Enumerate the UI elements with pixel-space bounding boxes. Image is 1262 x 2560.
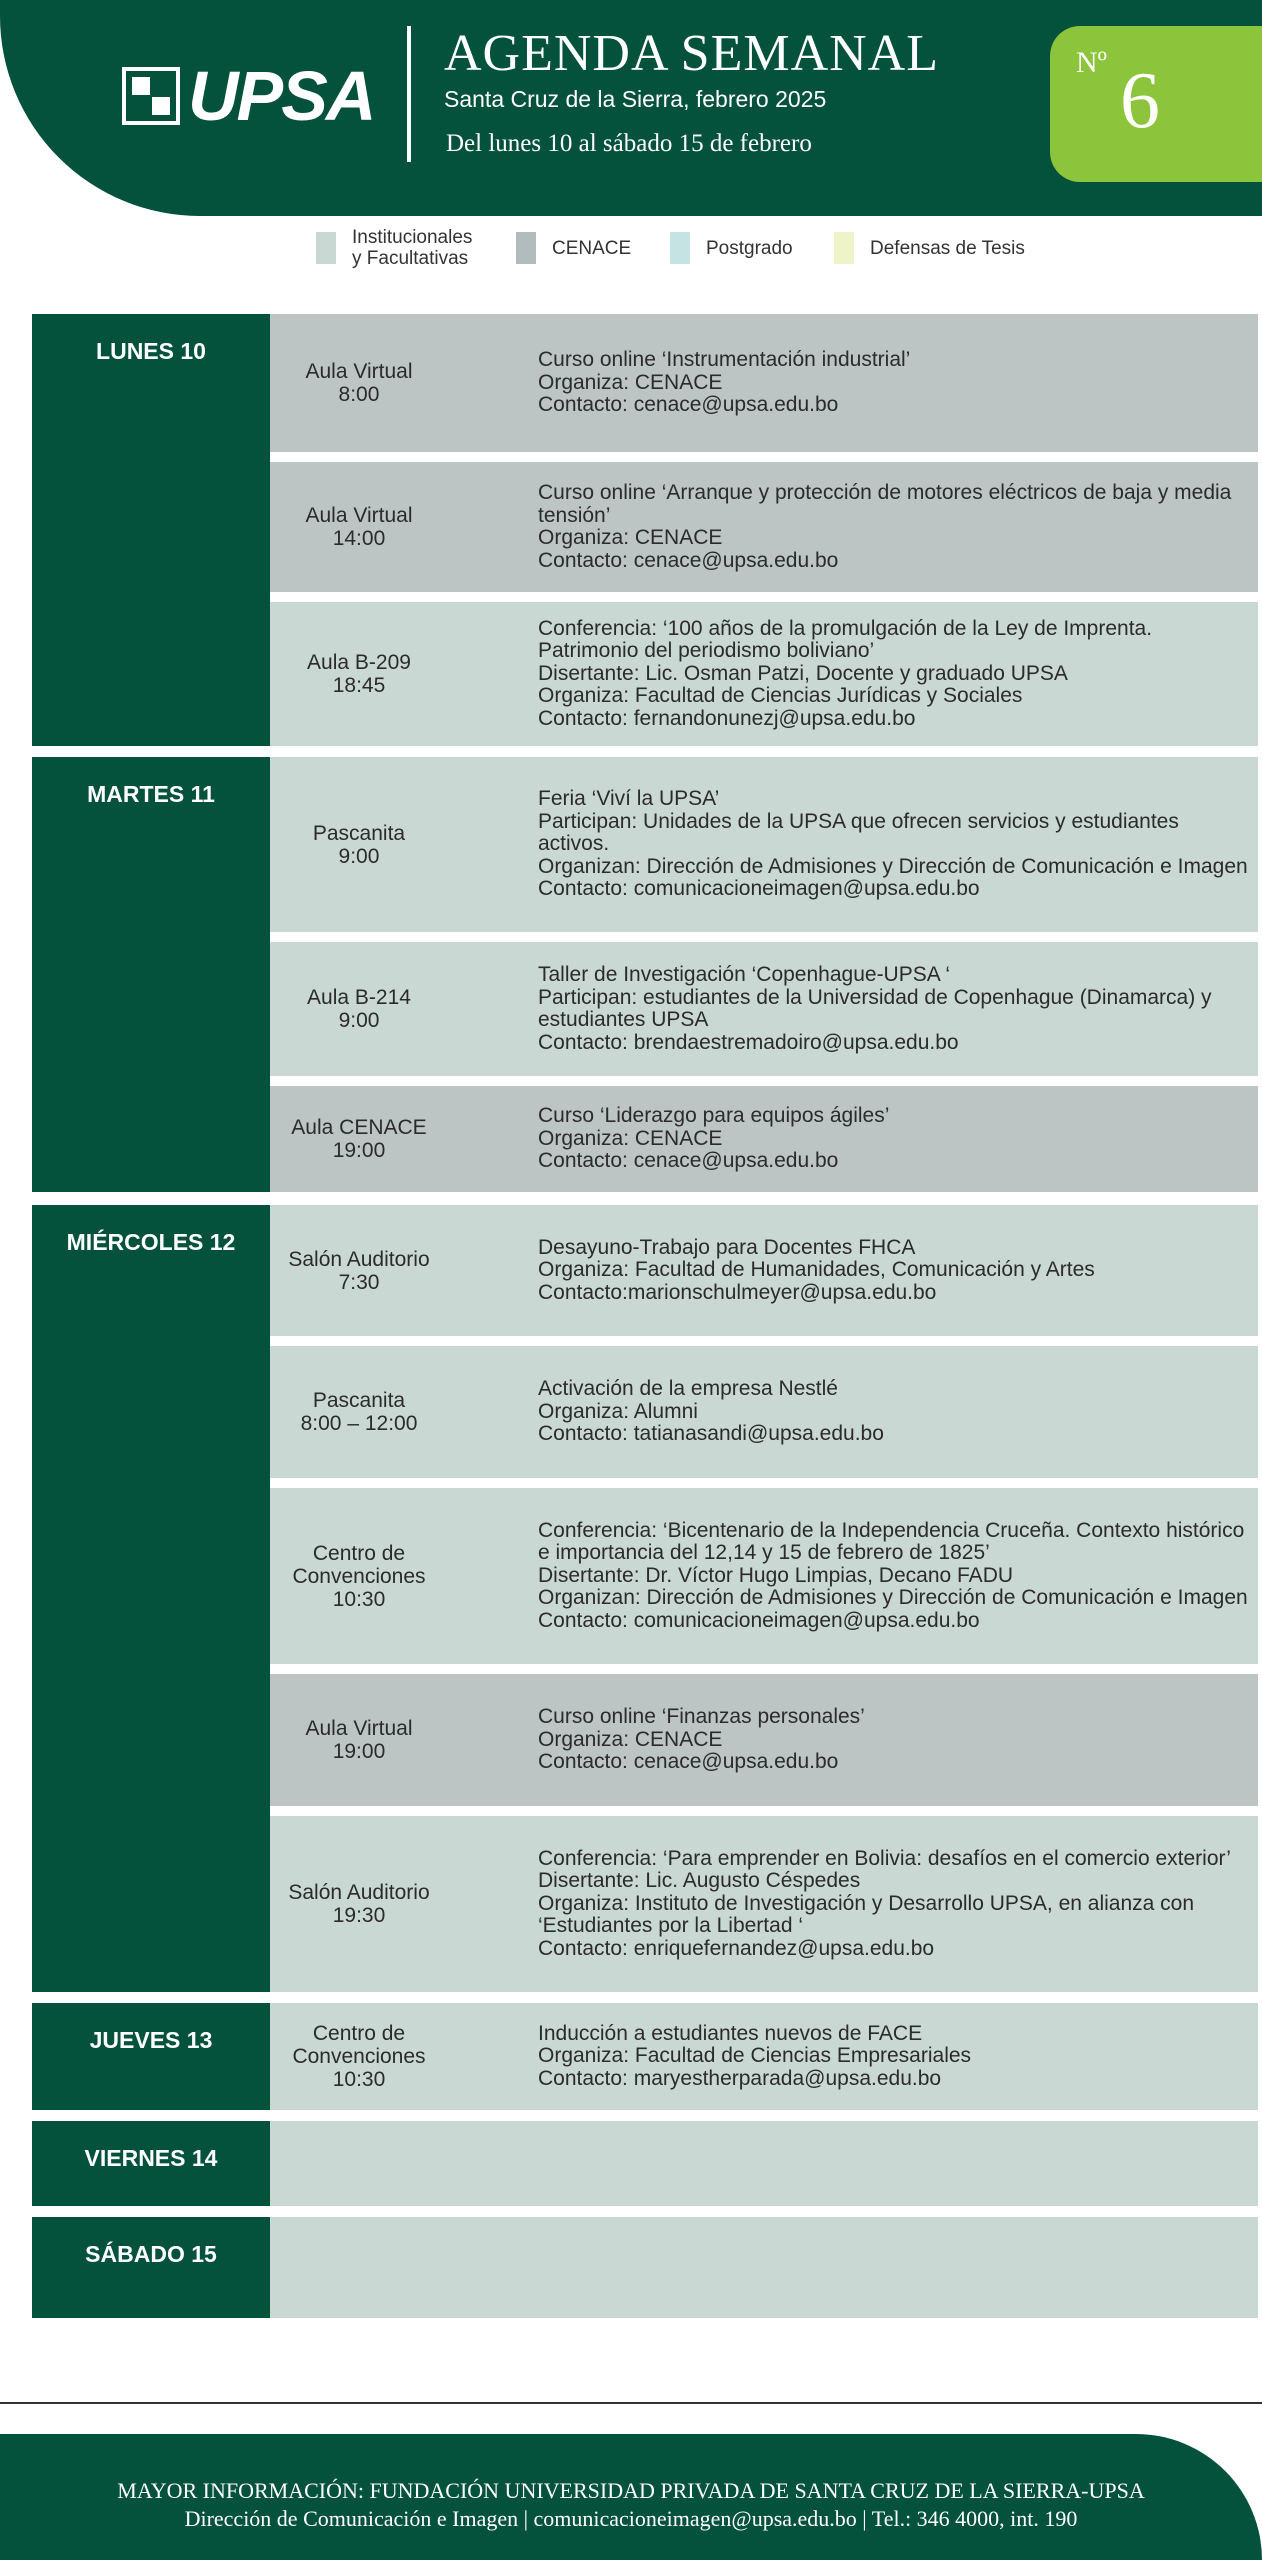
- event-details: [448, 757, 1258, 932]
- event-detail-line: Desayuno-Trabajo para Docentes FHCA: [538, 1235, 916, 1259]
- contact-email[interactable]: Contacto: fernandonunezj@upsa.edu.bo: [538, 706, 916, 730]
- event-place-time: Aula B-214 9:00: [307, 986, 411, 1032]
- empty-day-row: [270, 2217, 1258, 2318]
- event-detail-line: Taller de Investigación ‘Copenhague-UPSA ‘: [538, 963, 951, 986]
- page-title: AGENDA SEMANAL: [444, 25, 939, 82]
- event-row: [270, 942, 1258, 1076]
- event-detail-line: Curso online ‘Arranque y protección de motores eléctricos de baja y media tensión’: [538, 481, 1232, 527]
- event-place-time: Pascanita 9:00: [312, 821, 406, 868]
- event-details: [448, 602, 1258, 746]
- event-details: [448, 1086, 1258, 1192]
- date-range: Del lunes 10 al sábado 15 de febrero: [446, 130, 812, 157]
- event-place-time: Centro de Convenciones 10:30: [292, 2022, 426, 2091]
- event-detail-line: Conferencia: ‘Para emprender en Bolivia: desafíos en el comercio exterior’: [538, 1846, 1231, 1870]
- contact-email[interactable]: Contacto: cenace@upsa.edu.bo: [538, 548, 839, 572]
- day-block: [32, 1205, 270, 1992]
- event-row: [270, 1816, 1258, 1992]
- event-row: [270, 1086, 1258, 1192]
- contact-email[interactable]: Contacto: maryestherparada@upsa.edu.bo: [538, 2066, 942, 2090]
- event-detail-line: Organiza: CENACE: [538, 1727, 723, 1751]
- day-block: [32, 2003, 270, 2110]
- header-divider: [407, 26, 411, 162]
- empty-day-row: [270, 2121, 1258, 2206]
- event-place-time: Aula CENACE 19:00: [291, 1116, 427, 1162]
- event-details: [448, 314, 1258, 452]
- day-label: SÁBADO 15: [85, 2241, 217, 2267]
- legend-swatch: [516, 232, 536, 264]
- event-row: [270, 602, 1258, 746]
- day-label: MIÉRCOLES 12: [66, 1229, 236, 1255]
- event-details: [448, 1674, 1258, 1806]
- event-place-time: Aula Virtual 8:00: [305, 360, 413, 406]
- contact-email[interactable]: Contacto: tatianasandi@upsa.edu.bo: [538, 1422, 884, 1446]
- event-details: [448, 1205, 1258, 1336]
- legend-label: Defensas de Tesis: [870, 237, 1025, 259]
- day-label: LUNES 10: [96, 338, 206, 364]
- event-row: [270, 2003, 1258, 2110]
- legend-label: Postgrado: [706, 237, 793, 259]
- event-detail-line: Curso online ‘Instrumentación industrial’: [538, 348, 911, 372]
- footer-divider: [0, 2402, 1262, 2404]
- event-detail-line: Organiza: Facultad de Ciencias Empresariales: [538, 2044, 972, 2068]
- legend-label: Institucionales y Facultativas: [352, 227, 473, 269]
- event-place-time: Salón Auditorio 7:30: [288, 1247, 430, 1294]
- event-place-time: Pascanita 8:00 – 12:00: [300, 1389, 418, 1435]
- day-label: JUEVES 13: [89, 2027, 213, 2053]
- event-detail-line: Inducción a estudiantes nuevos de FACE: [538, 2021, 923, 2045]
- legend-swatch: [834, 232, 854, 264]
- event-place-time: Aula Virtual 19:00: [305, 1717, 413, 1763]
- event-detail-line: Curso online ‘Finanzas personales’: [538, 1705, 865, 1729]
- event-details: [448, 1816, 1258, 1992]
- event-row: [270, 1346, 1258, 1478]
- event-row: [270, 757, 1258, 932]
- footer-info-title: MAYOR INFORMACIÓN: FUNDACIÓN UNIVERSIDAD PRIVADA DE SANTA CRUZ DE LA SIERRA-UPSA: [117, 2478, 1145, 2503]
- event-details: [448, 1346, 1258, 1478]
- legend-item-cenace: [516, 224, 631, 272]
- legend-swatch: [670, 232, 690, 264]
- event-details: [448, 1488, 1258, 1664]
- event-detail-line: Organiza: Facultad de Ciencias Jurídicas y Sociales: [538, 684, 1023, 708]
- event-detail-line: Activación de la empresa Nestlé: [538, 1377, 838, 1401]
- contact-email[interactable]: Contacto:marionschulmeyer@upsa.edu.bo: [538, 1280, 937, 1304]
- legend-label: CENACE: [552, 237, 632, 259]
- day-block: [32, 2217, 270, 2318]
- event-detail-line: Organiza: Alumni: [538, 1399, 698, 1423]
- event-row: [270, 1674, 1258, 1806]
- footer-contact: Dirección de Comunicación e Imagen | comunicacioneimagen@upsa.edu.bo | Tel.: 346 4000, int. 190: [184, 2506, 1078, 2531]
- event-row: [270, 1205, 1258, 1336]
- header-banner: [0, 0, 1262, 216]
- event-detail-line: Participan: Unidades de la UPSA que ofrecen servicios y estudiantes activos.: [538, 809, 1179, 856]
- event-detail-line: Conferencia: ‘Bicentenario de la Independencia Cruceña. Contexto histórico e importancia del 12,14 y 15 de febrero de 1825’: [538, 1518, 1245, 1565]
- event-place-time: Salón Auditorio 19:30: [288, 1881, 430, 1927]
- event-detail-line: Disertante: Lic. Osman Patzi, Docente y graduado UPSA: [538, 661, 1068, 685]
- event-detail-line: Organiza: CENACE: [538, 526, 723, 549]
- contact-email[interactable]: Contacto: cenace@upsa.edu.bo: [538, 393, 839, 417]
- legend-item-institucionales: [316, 224, 472, 272]
- day-label: MARTES 11: [87, 781, 215, 807]
- event-detail-line: Organiza: CENACE: [538, 1126, 723, 1150]
- contact-email[interactable]: Contacto: comunicacioneimagen@upsa.edu.bo: [538, 1608, 980, 1632]
- event-detail-line: Feria ‘Viví la UPSA’: [538, 787, 720, 811]
- legend-item-postgrado: [670, 224, 793, 272]
- logo-text: UPSA: [188, 57, 375, 135]
- event-detail-line: Organizan: Dirección de Admisiones y Dirección de Comunicación e Imagen: [538, 854, 1248, 878]
- footer-banner: [0, 2434, 1262, 2560]
- legend-swatch: [316, 232, 336, 264]
- event-details: [448, 2003, 1258, 2110]
- event-place-time: Centro de Convenciones 10:30: [292, 1541, 426, 1611]
- event-detail-line: Conferencia: ‘100 años de la promulgación de la Ley de Imprenta. Patrimonio del periodismo boliviano’: [538, 616, 1153, 663]
- upsa-emblem-icon: [122, 67, 180, 125]
- event-details: [448, 942, 1258, 1076]
- issue-number: 6: [1120, 57, 1160, 145]
- day-block: [32, 757, 270, 1192]
- contact-email[interactable]: Contacto: cenace@upsa.edu.bo: [538, 1750, 839, 1774]
- event-details: [448, 462, 1258, 592]
- event-detail-line: Organizan: Dirección de Admisiones y Dirección de Comunicación e Imagen: [538, 1586, 1248, 1610]
- day-block: [32, 2121, 270, 2206]
- contact-email[interactable]: Contacto: comunicacioneimagen@upsa.edu.bo: [538, 877, 980, 901]
- event-detail-line: Organiza: CENACE: [538, 370, 723, 394]
- event-detail-line: Organiza: Instituto de Investigación y Desarrollo UPSA, en alianza con ‘Estudiantes por la Libertad ‘: [538, 1891, 1195, 1938]
- contact-email[interactable]: Contacto: cenace@upsa.edu.bo: [538, 1149, 839, 1173]
- day-block: [32, 314, 270, 746]
- event-row: [270, 1488, 1258, 1664]
- issue-number-prefix: Nº: [1076, 46, 1107, 79]
- issue-number-badge: [1050, 26, 1262, 182]
- event-place-time: Aula B-209 18:45: [307, 651, 411, 697]
- page-subtitle: Santa Cruz de la Sierra, febrero 2025: [444, 86, 827, 112]
- event-detail-line: Participan: estudiantes de la Universidad de Copenhague (Dinamarca) y estudiantes UPSA: [538, 985, 1212, 1031]
- contact-email[interactable]: Contacto: brendaestremadoiro@upsa.edu.bo: [538, 1030, 959, 1054]
- event-place-time: Aula Virtual 14:00: [305, 504, 413, 550]
- event-detail-line: Curso ‘Liderazgo para equipos ágiles’: [538, 1104, 890, 1128]
- event-detail-line: Disertante: Dr. Víctor Hugo Limpias, Decano FADU: [538, 1563, 1014, 1587]
- contact-email[interactable]: Contacto: enriquefernandez@upsa.edu.bo: [538, 1936, 935, 1960]
- event-detail-line: Organiza: Facultad de Humanidades, Comunicación y Artes: [538, 1258, 1095, 1282]
- day-label: VIERNES 14: [84, 2145, 218, 2171]
- event-detail-line: Disertante: Lic. Augusto Céspedes: [538, 1869, 861, 1893]
- legend-item-defensas: [834, 224, 1025, 272]
- upsa-logo[interactable]: [122, 58, 374, 134]
- event-row: [270, 462, 1258, 592]
- category-legend: [0, 224, 1262, 272]
- event-row: [270, 314, 1258, 452]
